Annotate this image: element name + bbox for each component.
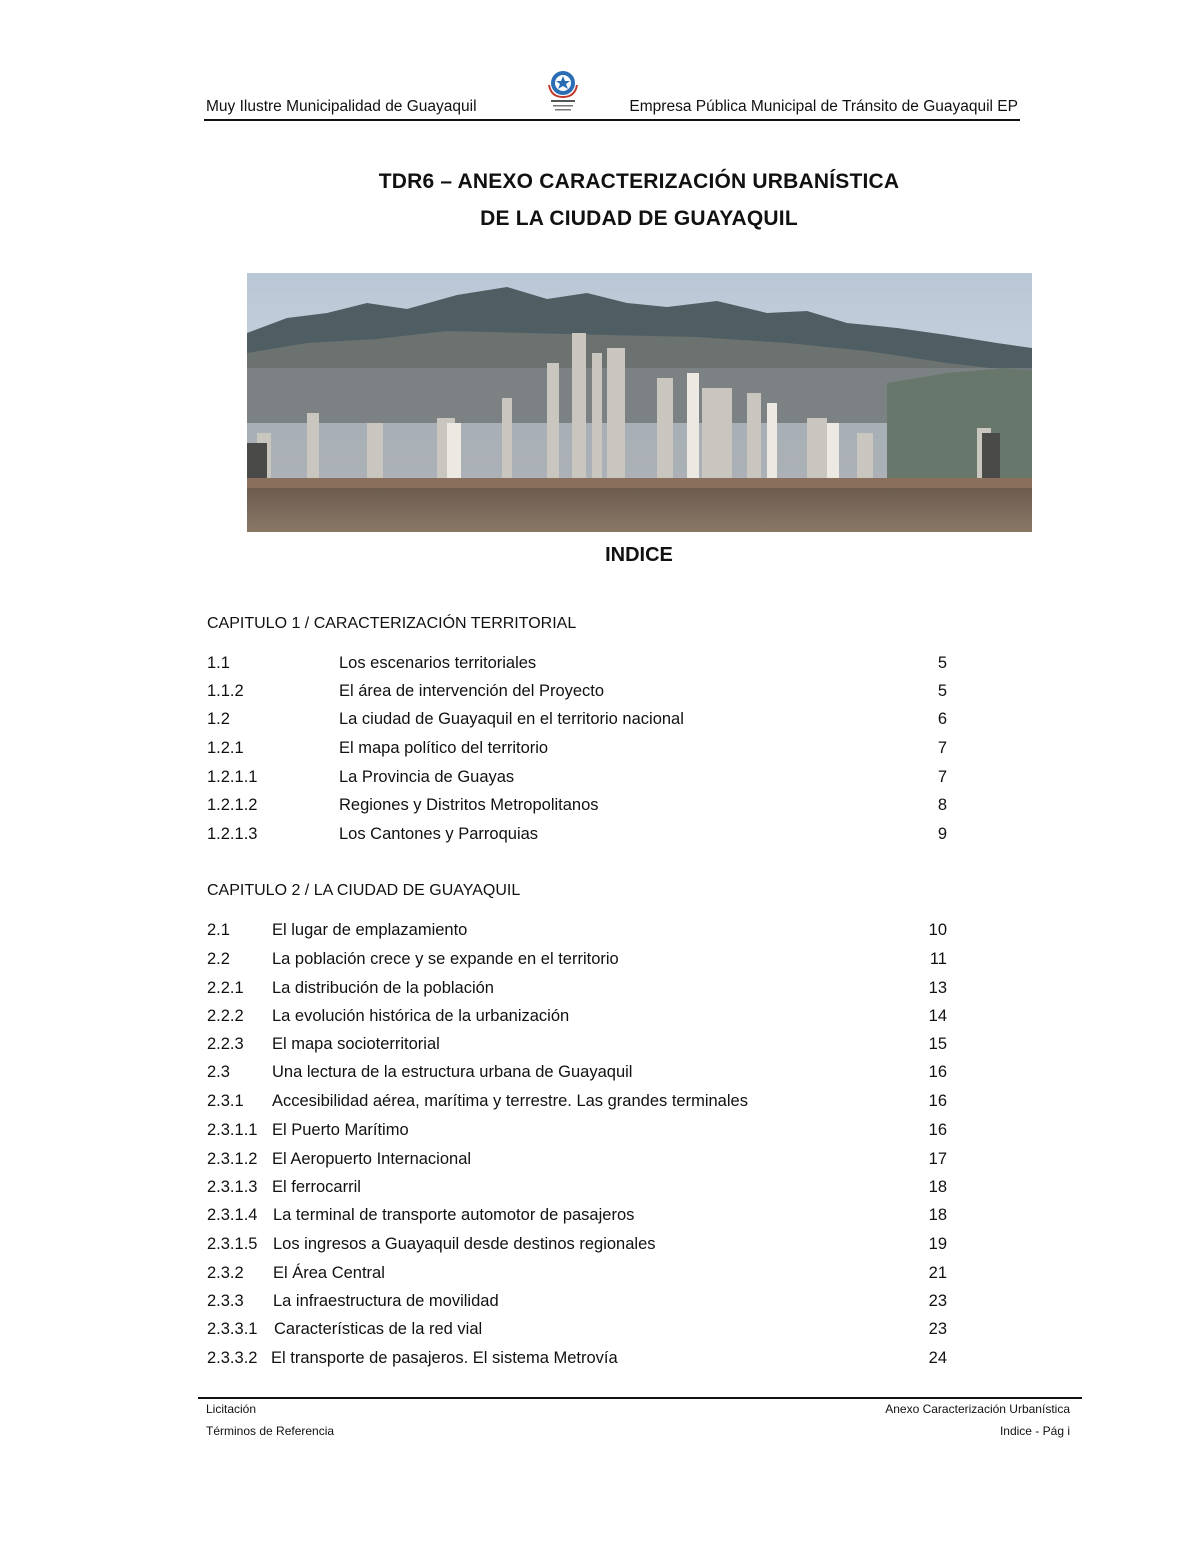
toc-entry-page: 18	[928, 1178, 947, 1196]
toc-entry-number: 1.2.1.1	[207, 768, 258, 786]
toc-entry-number: 1.1.2	[207, 682, 244, 700]
toc-entry[interactable]	[207, 1121, 947, 1143]
toc-entry-page: 21	[928, 1264, 947, 1282]
toc-entry-number: 2.3.1.2	[207, 1150, 258, 1168]
toc-entry-page: 23	[928, 1292, 947, 1310]
toc-entry-label: Los Cantones y Parroquias	[339, 825, 539, 843]
toc-entry-page: 6	[937, 710, 947, 728]
toc-entry-number: 2.2.1	[207, 979, 244, 997]
toc-entry[interactable]	[207, 710, 947, 732]
footer-left-line1: Licitación	[206, 1402, 257, 1416]
toc-entry-page: 17	[928, 1150, 947, 1168]
toc-entry[interactable]	[207, 825, 947, 847]
toc-entry-number: 2.3.3	[207, 1292, 244, 1310]
toc-entry-label: El Puerto Marítimo	[272, 1121, 409, 1139]
header-left-text: Muy Ilustre Municipalidad de Guayaquil	[206, 98, 477, 115]
toc-entry-number: 1.1	[207, 654, 230, 672]
municipal-seal-icon	[537, 67, 589, 117]
toc-entry[interactable]	[207, 1349, 947, 1371]
toc-entry-label: La infraestructura de movilidad	[273, 1292, 499, 1310]
toc-entry[interactable]	[207, 768, 947, 790]
toc-entry[interactable]	[207, 1092, 947, 1114]
toc-entry-page: 8	[937, 796, 947, 814]
toc-entry[interactable]	[207, 796, 947, 818]
toc-entry-number: 2.3.1.4	[207, 1206, 258, 1224]
toc-entry-label: El mapa político del territorio	[339, 739, 549, 757]
toc-entry-number: 2.3.3.1	[207, 1320, 258, 1338]
toc-entry[interactable]	[207, 1178, 947, 1200]
header-right-text: Empresa Pública Municipal de Tránsito de Guayaquil EP	[629, 98, 1018, 115]
toc-entry-number: 1.2.1.3	[207, 825, 258, 843]
toc-entry-page: 23	[928, 1320, 947, 1338]
toc-entry[interactable]	[207, 682, 947, 704]
toc-entry-label: El lugar de emplazamiento	[272, 921, 468, 939]
toc-entry-label: El transporte de pasajeros. El sistema Metrovía	[271, 1349, 618, 1367]
toc-entry-label: Los ingresos a Guayaquil desde destinos regionales	[273, 1235, 656, 1253]
toc-entry-label: Los escenarios territoriales	[339, 654, 537, 672]
toc-entry-label: La ciudad de Guayaquil en el territorio nacional	[339, 710, 684, 728]
index-heading: INDICE	[605, 544, 673, 566]
toc-entry-page: 13	[928, 979, 947, 997]
footer-right-line2: Indice - Pág i	[999, 1424, 1070, 1438]
toc-entry-label: Características de la red vial	[274, 1320, 483, 1338]
toc-entry-label: El mapa socioterritorial	[272, 1035, 440, 1053]
toc-entry-number: 2.3.1.1	[207, 1121, 258, 1139]
toc-entry-label: El área de intervención del Proyecto	[339, 682, 605, 700]
document-title-line1: TDR6 – ANEXO CARACTERIZACIÓN URBANÍSTICA	[378, 170, 900, 193]
toc-entry-number: 1.2	[207, 710, 230, 728]
toc-entry-page: 19	[928, 1235, 947, 1253]
footer-right-line1: Anexo Caracterización Urbanística	[885, 1402, 1070, 1416]
toc-entry-number: 2.3.1.3	[207, 1178, 258, 1196]
toc-entry-page: 7	[937, 768, 947, 786]
toc-entry-page: 16	[928, 1063, 947, 1081]
toc-entry-page: 10	[928, 921, 947, 939]
toc-entry-label: El ferrocarril	[272, 1178, 361, 1196]
guayaquil-panorama-image	[247, 273, 1032, 532]
toc-entry-label: La Provincia de Guayas	[339, 768, 515, 786]
toc-entry[interactable]	[207, 1035, 947, 1057]
toc-entry[interactable]	[207, 739, 947, 761]
toc-entry-page: 18	[928, 1206, 947, 1224]
toc-entry-page: 11	[929, 950, 947, 968]
toc-entry-page: 5	[937, 682, 947, 700]
toc-entry[interactable]	[207, 1007, 947, 1029]
toc-entry-page: 5	[937, 654, 947, 672]
chapter1-title: CAPITULO 1 / CARACTERIZACIÓN TERRITORIAL	[207, 615, 577, 632]
toc-entry-label: Regiones y Distritos Metropolitanos	[339, 796, 599, 814]
toc-entry[interactable]	[207, 1264, 947, 1286]
toc-entry-number: 2.1	[207, 921, 230, 939]
toc-entry-page: 16	[928, 1092, 947, 1110]
toc-entry-label: El Área Central	[273, 1264, 385, 1282]
toc-entry[interactable]	[207, 1292, 947, 1314]
toc-entry-number: 2.3.2	[207, 1264, 244, 1282]
header-divider	[204, 119, 1020, 121]
toc-entry[interactable]	[207, 1063, 947, 1085]
toc-entry-label: El Aeropuerto Internacional	[272, 1150, 472, 1168]
toc-entry-page: 14	[928, 1007, 947, 1025]
toc-entry[interactable]	[207, 654, 947, 676]
toc-entry-page: 16	[928, 1121, 947, 1139]
footer-divider	[198, 1397, 1082, 1399]
chapter2-title: CAPITULO 2 / LA CIUDAD DE GUAYAQUIL	[207, 882, 521, 899]
toc-entry[interactable]	[207, 979, 947, 1001]
toc-entry-page: 15	[928, 1035, 947, 1053]
toc-entry-label: Una lectura de la estructura urbana de Guayaquil	[272, 1063, 633, 1081]
toc-entry-number: 2.2	[207, 950, 230, 968]
toc-entry-page: 7	[937, 739, 947, 757]
toc-entry-label: La distribución de la población	[272, 979, 494, 997]
toc-entry-number: 2.2.3	[207, 1035, 244, 1053]
toc-entry-number: 2.3.1	[207, 1092, 244, 1110]
toc-entry-label: La terminal de transporte automotor de pasajeros	[273, 1206, 635, 1224]
toc-entry[interactable]	[207, 1150, 947, 1172]
toc-entry-number: 2.2.2	[207, 1007, 244, 1025]
toc-entry-number: 1.2.1	[207, 739, 244, 757]
toc-entry-label: La población crece y se expande en el territorio	[272, 950, 619, 968]
toc-entry-number: 2.3.1.5	[207, 1235, 258, 1253]
toc-entry[interactable]	[207, 921, 947, 943]
toc-entry-number: 2.3	[207, 1063, 230, 1081]
toc-entry-label: Accesibilidad aérea, marítima y terrestre. Las grandes terminales	[272, 1092, 748, 1110]
toc-entry[interactable]	[207, 1235, 947, 1257]
footer-left-line2: Términos de Referencia	[206, 1424, 335, 1438]
toc-entry-label: La evolución histórica de la urbanización	[272, 1007, 570, 1025]
toc-entry[interactable]	[207, 1320, 947, 1342]
document-title-line2: DE LA CIUDAD DE GUAYAQUIL	[480, 207, 798, 230]
toc-entry-page: 9	[937, 825, 947, 843]
toc-entry-number: 2.3.3.2	[207, 1349, 258, 1367]
toc-entry[interactable]	[207, 1206, 947, 1228]
toc-entry-number: 1.2.1.2	[207, 796, 258, 814]
toc-entry-page: 24	[928, 1349, 947, 1367]
toc-entry[interactable]	[207, 950, 947, 972]
